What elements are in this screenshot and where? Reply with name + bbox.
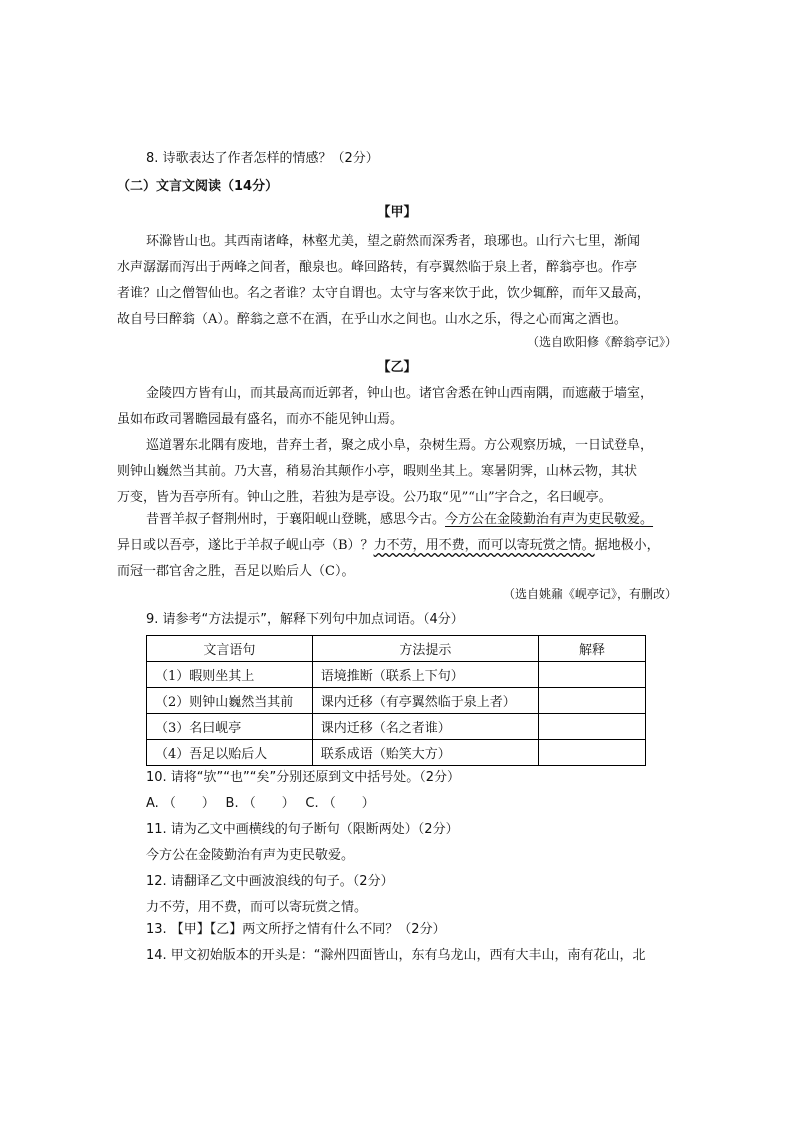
passage-yi-line: 而冠一郡官舍之胜，吾足以贻后人（C）。	[117, 564, 355, 579]
passage-jia-source: （选自欧阳修《醉翁亭记》）	[526, 335, 677, 349]
table-cell: 课内迁移（有亭翼然临于泉上者）	[312, 688, 538, 714]
question-12-text: 力不劳，用不费，而可以寄玩赏之情。	[146, 900, 368, 915]
table-header: 文言语句	[147, 636, 313, 662]
table-row	[147, 662, 646, 688]
passage-jia-line: 者谁？山之僧智仙也。名之者谁？太守自谓也。太守与客来饮于此，饮少辄醉，而年又最高，	[117, 286, 651, 301]
question-12: 12. 请翻译乙文中画波浪线的句子。（2分）	[146, 874, 394, 889]
table-row	[147, 714, 646, 740]
method-hint-table	[146, 635, 646, 766]
passage-yi-line: 万变，皆为吾亭所有。钟山之胜，若独为是亭设。公乃取“见”“山”字合之，名曰岘亭。	[117, 490, 612, 505]
table-cell: 联系成语（贻笑大方）	[312, 740, 538, 766]
table-cell: 课内迁移（名之者谁）	[312, 714, 538, 740]
table-cell: 语境推断（联系上下句）	[312, 662, 538, 688]
passage-jia-line: 环滁皆山也。其西南诸峰，林壑尤美，望之蔚然而深秀者，琅琊也。山行六七里，渐闻	[146, 234, 641, 249]
answer-cell[interactable]	[539, 714, 646, 740]
passage-yi-title: 【乙】	[377, 360, 417, 375]
passage-yi-text: 昔晋羊叔子督荆州时，于襄阳岘山登眺，感思今古。	[146, 512, 446, 527]
question-10: 10. 请将“欤”“也”“矣”分别还原到文中括号处。（2分）	[146, 770, 460, 785]
passage-yi-line: 虽如布政司署瞻园最有盛名，而亦不能见钟山焉。	[117, 412, 404, 427]
question-8: 8. 诗歌表达了作者怎样的情感？（2分）	[146, 151, 379, 166]
passage-yi-line: 则钟山巍然当其前。乃大喜，稍易治其颠作小亭，暇则坐其上。寒暑阴霁，山林云物，其状	[117, 464, 638, 479]
passage-yi-text: 异日或以吾亭，遂比于羊叔子岘山亭（B）？	[117, 538, 374, 553]
table-cell: （3）名曰岘亭	[147, 714, 313, 740]
question-11: 11. 请为乙文中画横线的句子断句（限断两处）（2分）	[146, 822, 459, 837]
passage-jia-line: 故自号曰醉翁（A）。醉翁之意不在酒，在乎山水之间也。山水之乐，得之心而寓之酒也。	[117, 312, 627, 327]
question-9: 9. 请参考“方法提示”，解释下列句中加点词语。（4分）	[146, 612, 464, 627]
question-11-text: 今方公在金陵勤治有声为吏民敬爱。	[146, 848, 355, 863]
table-header: 解释	[539, 636, 646, 662]
answer-cell[interactable]	[539, 688, 646, 714]
wavy-underlined-sentence: 力不劳，用不费，而可以寄玩赏之情。	[373, 538, 595, 553]
question-10-options: A. （ ） B. （ ） C. （ ）	[146, 796, 375, 811]
table-header-row	[147, 636, 646, 662]
table-cell: （1）暇则坐其上	[147, 662, 313, 688]
table-cell: （2）则钟山巍然当其前	[147, 688, 313, 714]
section-heading-classical-reading: （二）文言文阅读（14分）	[117, 179, 279, 194]
passage-yi-line: 金陵四方皆有山，而其最高而近郭者，钟山也。诸官舍悉在钟山西南隅，而遮蔽于墙室，	[146, 386, 654, 401]
passage-yi-line	[146, 511, 653, 529]
question-14: 14. 甲文初始版本的开头是：“滁州四面皆山，东有乌龙山，西有大丰山，南有花山，北	[146, 948, 646, 963]
table-header: 方法提示	[312, 636, 538, 662]
passage-jia-title: 【甲】	[377, 205, 417, 220]
table-row	[147, 740, 646, 766]
answer-cell[interactable]	[539, 740, 646, 766]
passage-yi-line	[117, 537, 660, 555]
passage-yi-line: 巡道署东北隅有废地，昔弃土者，聚之成小阜，杂树生焉。方公观察历城，一日试登阜，	[146, 438, 654, 453]
answer-cell[interactable]	[539, 662, 646, 688]
table-cell: （4）吾足以贻后人	[147, 740, 313, 766]
passage-yi-source: （选自姚鼐《岘亭记》，有删改）	[502, 587, 677, 601]
underlined-sentence: 今方公在金陵勤治有声为吏民敬爱。	[445, 512, 654, 527]
question-13: 13. 【甲】【乙】两文所抒之情有什么不同？（2分）	[146, 922, 446, 937]
passage-jia-line: 水声潺潺而泻出于两峰之间者，酿泉也。峰回路转，有亭翼然临于泉上者，醉翁亭也。作亭	[117, 260, 638, 275]
table-row	[147, 688, 646, 714]
passage-yi-text: 据地极小，	[594, 538, 660, 553]
